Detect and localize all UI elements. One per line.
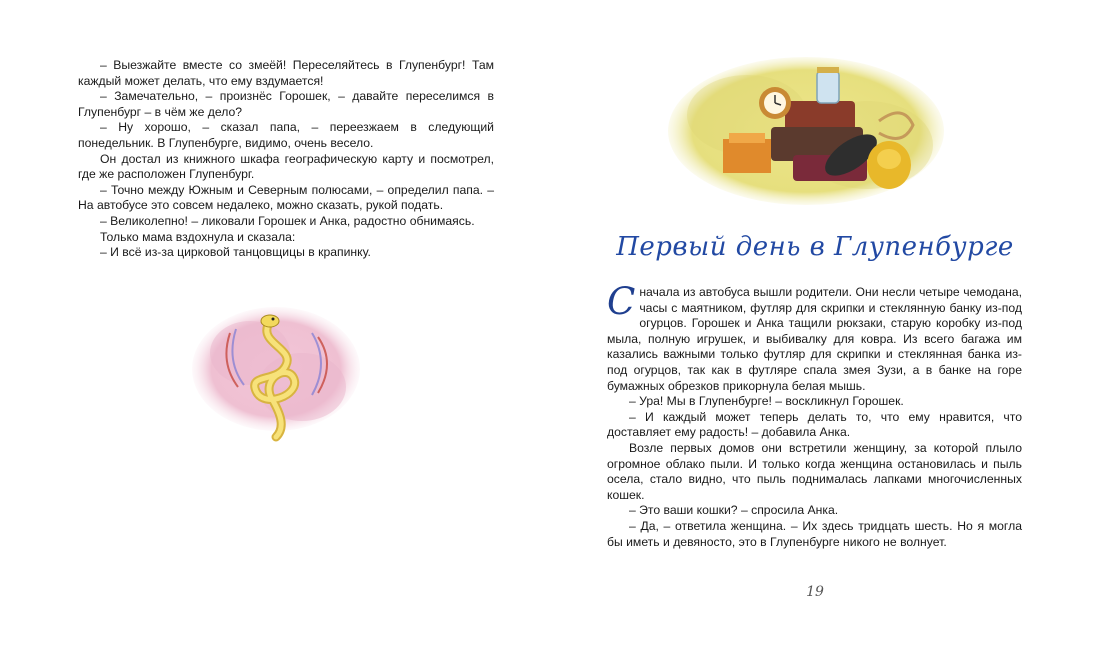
- left-page-text: [78, 58, 494, 261]
- drop-cap: С: [607, 280, 636, 323]
- paragraph: – И всё из-за цирковой танцовщицы в крапинку.: [100, 245, 371, 260]
- first-paragraph: [607, 280, 1022, 394]
- paragraph: – Ну хорошо, – сказал папа, – переезжаем в следующий понедельник. В Глупенбурге, видимо, очень весело.: [78, 120, 494, 150]
- paragraph: Только мама вздохнула и сказала:: [100, 229, 296, 244]
- paragraph: – Да, – ответила женщина. – Их здесь тридцать шесть. Но я могла бы иметь и девяносто, это в Глупенбурге никого не волнует.: [607, 518, 1022, 549]
- paragraph: – Это ваши кошки? – спросила Анка.: [629, 503, 839, 518]
- page-number: 19: [806, 584, 824, 600]
- first-paragraph-text: начала из автобуса вышли родители. Они несли четыре чемодана, часы с маятником, футляр для скрипки и стеклянную банку из-под огурцов. Горошек и Анка тащили рюкзаки, старую коробку из-под мыла, полную игрушек, и выбивалку для ковра. Из всего багажа им казались важными только футляр для скрипки и стеклянная банка из-под огурцов, так как в футляре спала змея Зузи, а в банке на горе бумажных обрезков прикорнула белая мышь.: [607, 285, 1022, 393]
- paragraph: Возле первых домов они встретили женщину, за которой плыло огромное облако пыли. И только когда женщина остановилась и пыль осела, стало видно, что пыль поднималась лапками многочисленных кошек.: [607, 440, 1022, 502]
- paragraph: – Замечательно, – произнёс Горошек, – давайте переселимся в Глупенбург – в чём же дело?: [78, 89, 494, 119]
- luggage-illustration: [667, 55, 945, 205]
- chapter-title: Первый день в Глупенбурге: [616, 232, 1014, 262]
- paragraph: – Выезжайте вместе со змеёй! Переселяйтесь в Глупенбург! Там каждый может делать, что ему вздумается!: [78, 58, 494, 88]
- paragraph: – Точно между Южным и Северным полюсами, – определил папа. – На автобусе это совсем недалеко, можно сказать, рукой подать.: [78, 182, 494, 213]
- right-page-text: [607, 280, 1022, 550]
- paragraph: – Ура! Мы в Глупенбурге! – воскликнул Горошек.: [629, 394, 904, 409]
- paragraph: – И каждый может теперь делать то, что ему нравится, что доставляет ему радость! – добавила Анка.: [607, 409, 1022, 440]
- paragraph: – Великолепно! – ликовали Горошек и Анка, радостно обнимаясь.: [100, 213, 475, 228]
- snake-illustration: [190, 303, 362, 443]
- paragraph: Он достал из книжного шкафа географическую карту и посмотрел, где же расположен Глупенбург.: [78, 151, 494, 182]
